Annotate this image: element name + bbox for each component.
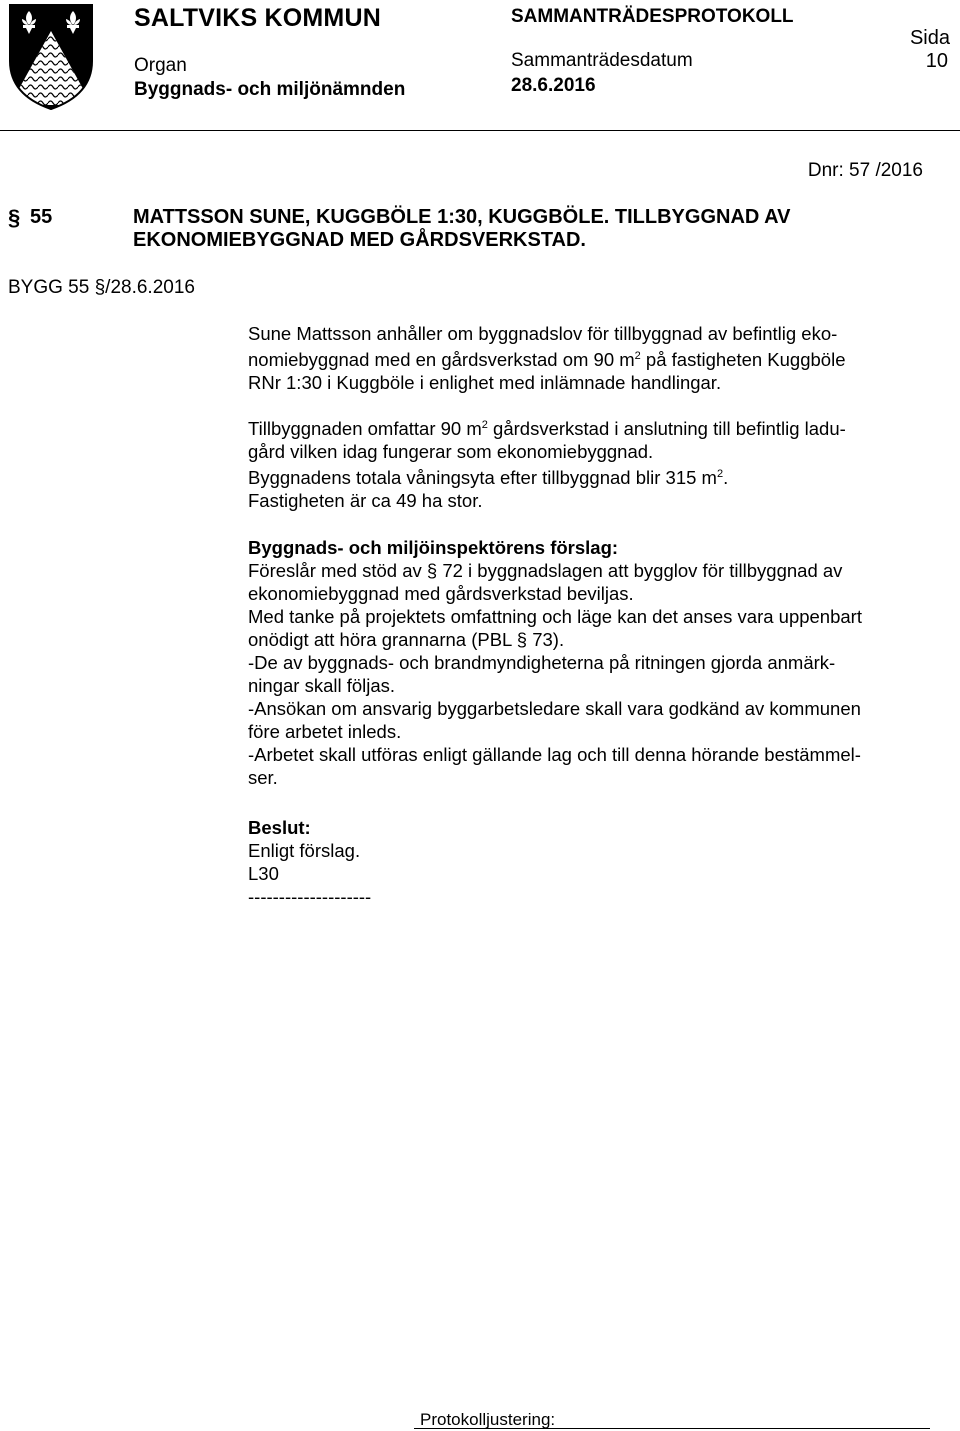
decision-line: Enligt förslag. — [248, 840, 361, 861]
decision-heading: Beslut: — [248, 817, 311, 838]
body-line: Byggnadens totala våningsyta efter tillbyggnad blir 315 $m^2$. — [248, 467, 729, 489]
proposal-line: före arbetet inleds. — [248, 721, 402, 742]
organ-label: Organ — [134, 55, 187, 76]
body-line: gård vilken idag fungerar som ekonomiebyggnad. — [248, 441, 654, 463]
application-paragraph — [248, 322, 948, 394]
proposal-line: -Arbetet skall utföras enligt gällande lag och till denna hörande bestämmel- — [248, 744, 861, 765]
section-number: 55 — [30, 206, 53, 228]
body-line: RNr 1:30 i Kuggböle i enlighet med inlämnade handlingar. — [248, 372, 722, 394]
decision-section — [248, 816, 948, 908]
meeting-date-value: 28.6.2016 — [511, 75, 596, 96]
header-divider — [0, 130, 960, 131]
proposal-line: ningar skall följas. — [248, 675, 396, 696]
organ-value: Byggnads- och miljönämnden — [134, 79, 406, 100]
case-title: MATTSSON SUNE, KUGGBÖLE 1:30, KUGGBÖLE. TILLBYGGNAD AV EKONOMIEBYGGNAD MED GÅRDSVERKSTAD. — [133, 206, 791, 251]
protocol-adjustment-label: Protokolljustering: — [420, 1410, 556, 1429]
proposal-line: onödigt att höra grannarna (PBL § 73). — [248, 629, 565, 650]
decision-line: L30 — [248, 863, 279, 884]
body-line: Tillbyggnaden omfattar 90 $m^2$ gårdsverkstad i anslutning till befintlig ladu- — [248, 418, 846, 440]
signature-line — [414, 1428, 930, 1429]
document-type: SAMMANTRÄDESPROTOKOLL — [511, 6, 794, 27]
page-label: Sida — [909, 27, 950, 49]
proposal-line: -Ansökan om ansvarig byggarbetsledare skall vara godkänd av kommunen — [248, 698, 861, 719]
proposal-heading: Byggnads- och miljöinspektörens förslag: — [248, 537, 619, 558]
section-mark: § — [8, 205, 21, 230]
meeting-date-label: Sammanträdesdatum — [511, 50, 693, 71]
body-line: Fastigheten är ca 49 ha stor. — [248, 490, 483, 512]
diary-number: Dnr: 57 /2016 — [807, 160, 923, 181]
page-number: 10 — [925, 50, 948, 72]
municipality-coat-of-arms-icon — [8, 3, 94, 111]
proposal-section — [248, 536, 948, 789]
extension-description-paragraph — [248, 414, 948, 512]
proposal-line: Föreslår med stöd av § 72 i byggnadslagen att bygglov för tillbyggnad av — [248, 560, 843, 581]
body-line: Sune Mattsson anhåller om byggnadslov för tillbyggnad av befintlig eko- — [248, 323, 838, 344]
proposal-line: Med tanke på projektets omfattning och läge kan det anses vara uppenbart — [248, 606, 862, 627]
proposal-line: ekonomiebyggnad med gårdsverkstad beviljas. — [248, 583, 634, 604]
municipality-name: SALTVIKS KOMMUN — [134, 4, 381, 32]
body-line: nomiebyggnad med en gårdsverkstad om 90 $m^2$ på fastigheten Kuggböle — [248, 349, 846, 371]
proposal-line: ser. — [248, 767, 278, 788]
decision-line: -------------------- — [248, 886, 372, 907]
case-reference: BYGG 55 §/28.6.2016 — [8, 277, 195, 298]
proposal-line: -De av byggnads- och brandmyndigheterna på ritningen gjorda anmärk- — [248, 652, 836, 673]
